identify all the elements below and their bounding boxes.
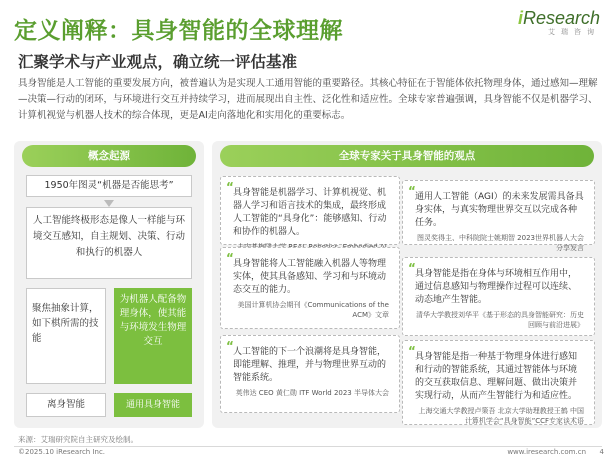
quote-text: 具身智能是指在身体与环境相互作用中，通过信息感知与物理操作过程可以连续、动态地产生智能。 — [415, 269, 578, 305]
footer-divider — [14, 446, 602, 447]
expert-quote-card — [220, 176, 400, 245]
iresearch-logo — [518, 8, 600, 29]
abstract-computing-box: 聚焦抽象计算，如下棋所需的技能 — [26, 288, 106, 384]
disembodied-intelligence-box: 离身智能 — [26, 393, 106, 417]
physical-body-box: 为机器人配备物理身体，使其能与环境发生物理交互 — [114, 288, 192, 384]
brand-logo — [518, 8, 600, 37]
expert-quote-card — [402, 180, 595, 252]
copyright: ©2025.10 iResearch Inc. — [18, 448, 106, 456]
expert-views-header: 全球专家关于具身智能的观点 — [220, 145, 594, 167]
source-note: 来源：艾瑞研究院自主研究及绘制。 — [18, 435, 138, 444]
concept-origin-header: 概念起源 — [22, 145, 196, 167]
intro-paragraph: 具身智能是人工智能的重要发展方向，被普遍认为是实现人工通用智能的重要路径。其核心特征在于智能体依托物理身体，通过感知—理解—决策—行动的闭环，与环境进行交互并持续学习，进而展现出自主性、泛化性和适应性。全球专家普遍强调，具身智能不仅是机器学习、计算机视觉与机器人技术的综合体现，更是AI走向落地化和实用化的重要标志。 — [18, 78, 598, 121]
turing-1950-box: 1950年图灵“机器是否能思考” — [26, 175, 192, 197]
quote-text: 具身智能是指一种基于物理身体进行感知和行动的智能系统，其通过智能体与环境的交互获取信息、理解问题、做出决策并实现行动，从而产生智能行为和适应性。 — [415, 352, 578, 401]
concept-origin-content — [14, 160, 204, 428]
quote-text: 具身智能将人工智能融入机器人等物理实体，使其具备感知、学习和与环境动态交互的能力。 — [233, 259, 387, 295]
quote-mark-icon: “ — [408, 261, 416, 275]
quote-text: 人工智能的下一个浪潮将是具身智能，即能理解、推理，并与物理世界互动的智能系统。 — [233, 347, 387, 383]
quote-source: 英伟达 CEO 黄仁勋 ITF World 2023 半导体大会 — [235, 389, 389, 397]
page-subtitle: 汇聚学术与产业观点，确立统一评估基准 — [18, 53, 298, 71]
brand-subtitle: 艾瑞咨询 — [548, 28, 600, 36]
expert-quote-card — [220, 335, 400, 413]
quote-text: 具身智能是机器学习、计算机视觉、机器人学习和语言技术的集成，最终形成人工智能的“具身化”：能够感知、行动和协作的机器人。 — [233, 188, 387, 237]
quote-mark-icon: “ — [408, 184, 416, 198]
quote-mark-icon: “ — [408, 344, 416, 358]
quote-source: 清华大学教授刘华平《基于形态的具身智能研究：历史回顾与前沿进展》 — [416, 311, 584, 329]
quote-mark-icon: “ — [226, 251, 234, 265]
quote-text: 通用人工智能（AGI）的未来发展需具备具身实体，与真实物理世界交互以完成各种任务。 — [415, 192, 584, 228]
down-arrow-icon — [104, 200, 114, 207]
quote-source: 图灵奖得主、中科院院士姚期智 2023世界机器人大会分享发言 — [416, 234, 584, 252]
quote-mark-icon: “ — [226, 180, 234, 194]
logo-i: i — [517, 8, 523, 28]
page-title: 定义阐释：具身智能的全球理解 — [14, 18, 343, 44]
quote-source: 上海交通大学教授卢策吾 北京大学助理教授王鹤 中国计算机学会“具身智能”CCF专家谈术语 — [418, 407, 584, 425]
expert-quote-card — [402, 340, 595, 425]
expert-quote-card — [402, 257, 595, 336]
general-embodied-intelligence-box: 通用具身智能 — [114, 393, 192, 417]
logo-text: Research — [522, 8, 600, 28]
expert-quote-card — [220, 247, 400, 329]
page-number: 4 — [599, 448, 604, 456]
website-link[interactable]: www.iresearch.com.cn — [507, 448, 586, 456]
quote-mark-icon: “ — [226, 339, 234, 353]
ultimate-form-box: 人工智能终极形态是像人一样能与环境交互感知，自主规划、决策、行动和执行的机器人 — [26, 207, 192, 279]
quote-source: 美国计算机协会期刊《Communications of the ACM》文章 — [237, 301, 389, 319]
